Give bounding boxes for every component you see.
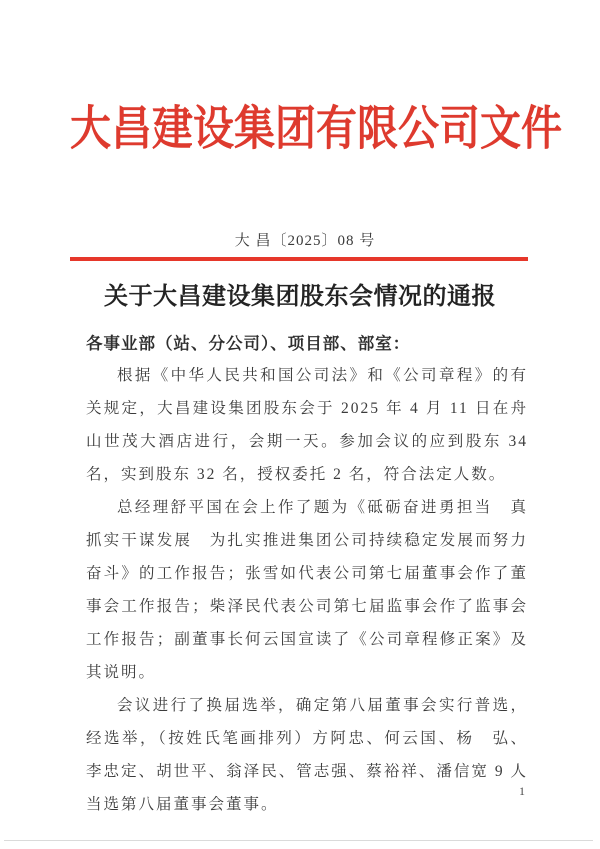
letterhead-title: 大昌建设集团有限公司文件 [70, 101, 562, 155]
document-title: 关于大昌建设集团股东会情况的通报 [104, 284, 496, 310]
document-number: 大 昌〔2025〕08 号 [234, 233, 376, 249]
paragraph-work-reports: 总经理舒平国在会上作了题为《砥砺奋进勇担当 真抓实干谋发展 为扎实推进集团公司持续稳定发展而努力奋斗》的工作报告；张雪如代表公司第七届董事会作了董事会工作报告；柴泽民代表公司第七届监事会作了监事会工作报告；副董事长何云国宣读了《公司章程修正案》及其说明。 [86, 499, 528, 681]
addressee-line: 各事业部（站、分公司）、项目部、部室： [86, 334, 411, 353]
scan-artifact-line [4, 840, 593, 841]
red-separator-line [70, 257, 528, 261]
page-number: 1 [519, 784, 525, 798]
paragraph-meeting-basis: 根据《中华人民共和国公司法》和《公司章程》的有关规定，大昌建设集团股东会于 2025 年 4 月 11 日在舟山世茂大酒店进行，会期一天。参加会议的应到股东 34 名，实到股东 32 名，授权委托 2 名，符合法定人数。 [86, 367, 528, 483]
paragraph-election-results: 会议进行了换届选举，确定第八届董事会实行普选，经选举，（按姓氏笔画排列）方阿忠、何云国、杨 弘、李忠定、胡世平、翁泽民、管志强、蔡裕祥、潘信宽 9 人当选第八届董事会董事。 [86, 697, 528, 813]
document-body [86, 359, 528, 821]
